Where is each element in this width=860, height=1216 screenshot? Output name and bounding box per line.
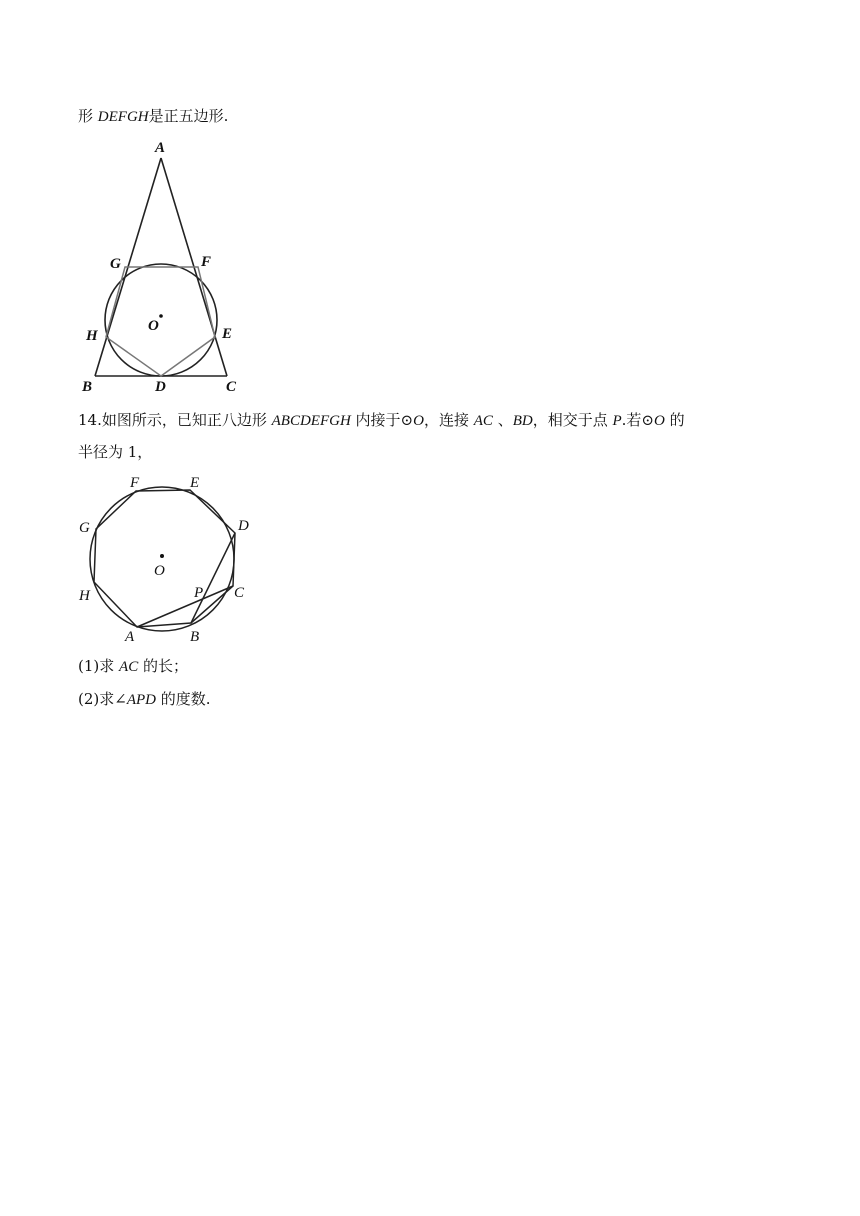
q1-text2: 的长； xyxy=(138,657,188,675)
circle-o-2: O xyxy=(654,413,665,429)
label-b: B xyxy=(82,379,93,395)
label-b: B xyxy=(190,629,200,645)
label-o: O xyxy=(154,563,165,579)
label-f: F xyxy=(130,475,140,491)
segment-bd: BD xyxy=(512,413,533,429)
p14-text3: ，连接 xyxy=(423,411,474,429)
octagon-name: ABCDEFGH xyxy=(271,413,351,429)
label-g: G xyxy=(110,256,121,272)
circle-o-1: O xyxy=(413,413,424,429)
label-c: C xyxy=(226,379,237,395)
conclusion-prefix: 形 xyxy=(78,107,94,125)
p14-text6: .若⊙ xyxy=(621,411,654,429)
p14-text7: 的 xyxy=(664,411,685,429)
circumscribed-circle xyxy=(90,487,234,631)
octagon-abcdefgh xyxy=(94,490,235,627)
p14-text4: 、 xyxy=(492,411,513,429)
segment-ac: AC xyxy=(473,413,493,429)
label-a: A xyxy=(155,140,166,156)
label-a: A xyxy=(125,629,135,645)
diagonal-ac xyxy=(137,586,233,627)
label-h: H xyxy=(86,328,98,344)
center-point-o xyxy=(160,554,164,558)
label-d: D xyxy=(238,518,249,534)
label-d: D xyxy=(155,379,166,395)
label-g: G xyxy=(79,520,90,536)
question-2 xyxy=(78,689,211,710)
p14-text1: 14.如图所示，已知正八边形 xyxy=(78,411,272,429)
label-e: E xyxy=(190,475,200,491)
question-1 xyxy=(78,656,188,677)
problem14-statement-line2: 半径为 1， xyxy=(78,443,153,461)
point-p: P xyxy=(612,413,622,429)
label-c: C xyxy=(234,585,245,601)
label-o: O xyxy=(148,318,159,334)
label-f: F xyxy=(201,254,212,270)
label-p: P xyxy=(194,585,204,601)
q1-segment-ac: AC xyxy=(119,659,139,675)
p14-text2: 内接于⊙ xyxy=(350,411,414,429)
label-e: E xyxy=(222,326,233,342)
conclusion-suffix: 是正五边形. xyxy=(148,107,229,125)
q2-text2: 的度数. xyxy=(156,690,211,708)
pentagon-name: DEFGH xyxy=(97,109,149,125)
p14-text5: ，相交于点 xyxy=(532,411,613,429)
label-h: H xyxy=(79,588,90,604)
q1-text1: (1)求 xyxy=(78,657,120,675)
q2-text1: (2)求∠ xyxy=(78,690,127,708)
q2-angle-apd: APD xyxy=(126,692,156,708)
